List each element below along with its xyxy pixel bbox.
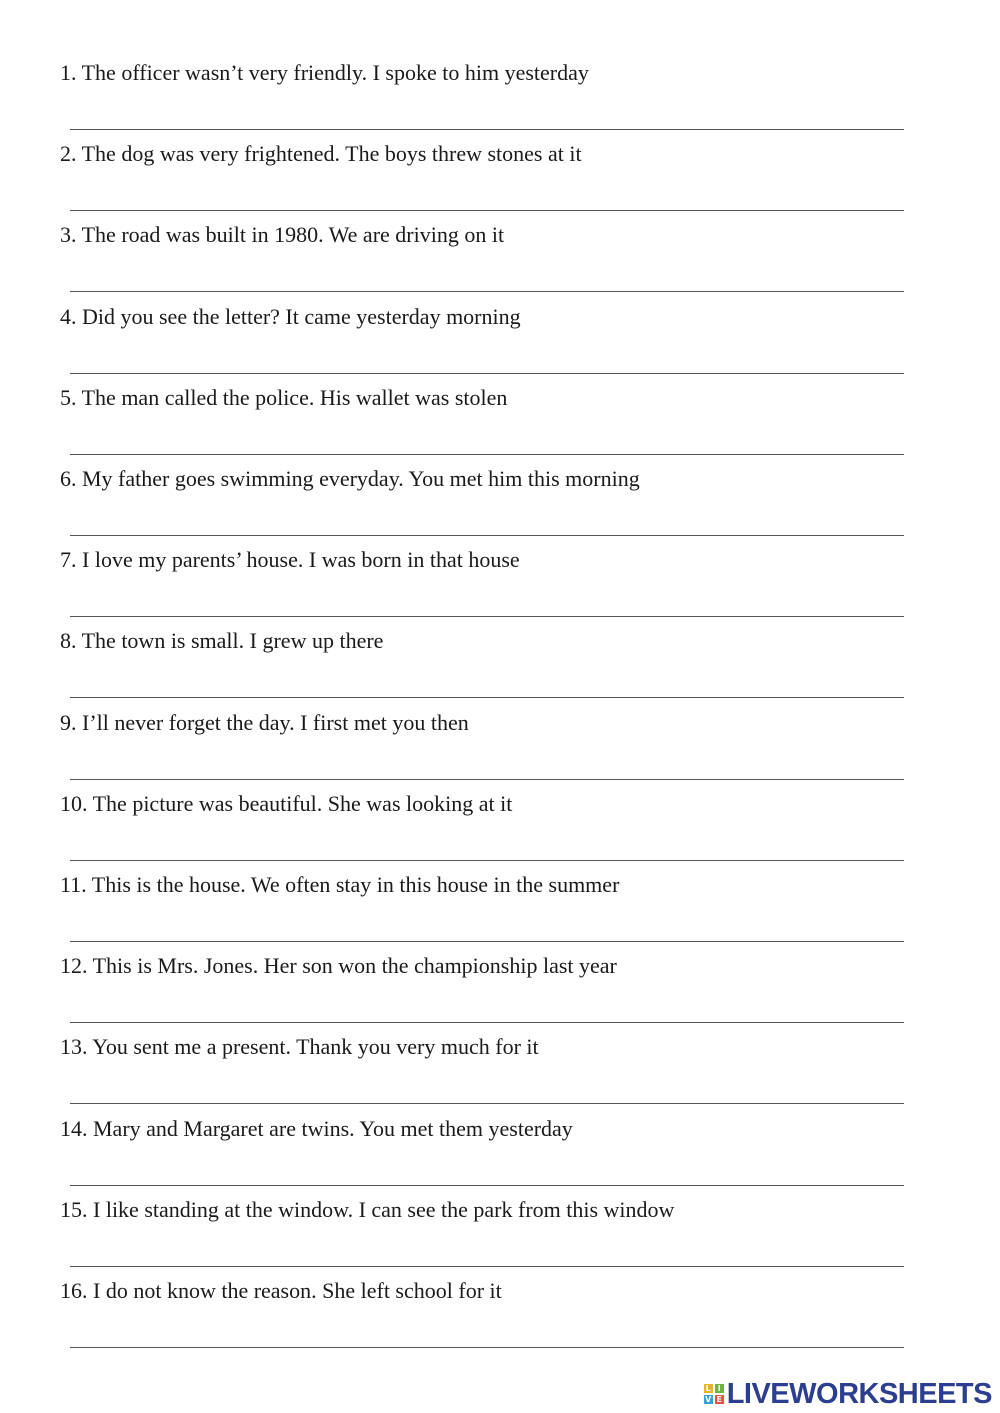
question-text — [60, 140, 582, 168]
question-number: 3. — [60, 222, 77, 248]
answer-input[interactable] — [70, 191, 904, 211]
question-item — [60, 303, 920, 384]
question-item — [60, 59, 920, 140]
answer-input[interactable] — [70, 841, 904, 861]
question-sentence: Did you see the letter? It came yesterday morning — [82, 303, 521, 329]
logo-cell: I — [715, 1384, 724, 1393]
question-text — [60, 303, 521, 331]
question-number: 12. — [60, 953, 88, 979]
question-number: 15. — [60, 1196, 88, 1222]
question-text — [60, 1115, 573, 1143]
question-number: 5. — [60, 384, 77, 410]
question-text — [60, 709, 469, 737]
question-item — [60, 1277, 920, 1358]
question-sentence: I like standing at the window. I can see the park from this window — [93, 1196, 675, 1222]
question-item — [60, 709, 920, 790]
question-sentence: Mary and Margaret are twins. You met them yesterday — [93, 1115, 573, 1141]
question-text — [60, 546, 520, 574]
question-sentence: My father goes swimming everyday. You met him this morning — [82, 466, 640, 491]
question-item — [60, 1115, 920, 1196]
question-sentence: You sent me a present. Thank you very much for it — [92, 1034, 539, 1060]
question-sentence: This is the house. We often stay in this house in the summer — [91, 872, 620, 897]
logo-cell: L — [705, 1384, 711, 1393]
answer-input[interactable] — [70, 110, 904, 130]
question-sentence: The dog was very frightened. The boys threw stones at it — [81, 141, 582, 167]
brand-name: LIVEWORKSHEETS — [726, 1377, 992, 1410]
question-text — [60, 871, 619, 899]
question-number: 14. — [60, 1115, 88, 1141]
question-text — [60, 1277, 502, 1305]
question-item — [60, 1196, 920, 1277]
question-number: 16. — [60, 1278, 88, 1303]
question-item — [60, 1033, 920, 1114]
question-number: 9. — [60, 709, 77, 735]
answer-input[interactable] — [70, 1003, 904, 1023]
question-number: 11. — [60, 872, 87, 897]
question-number: 13. — [60, 1034, 88, 1060]
question-number: 2. — [60, 141, 77, 167]
question-item — [60, 952, 920, 1033]
answer-input[interactable] — [70, 760, 904, 780]
answer-input[interactable] — [70, 435, 904, 455]
question-sentence: This is Mrs. Jones. Her son won the championship last year — [92, 953, 617, 979]
question-text — [60, 952, 617, 980]
answer-input[interactable] — [70, 1084, 904, 1104]
question-item — [60, 221, 920, 302]
question-item — [60, 871, 920, 952]
question-text — [60, 465, 640, 493]
question-sentence: The picture was beautiful. She was looking at it — [92, 790, 513, 816]
question-sentence: The officer wasn’t very friendly. I spoke to him yesterday — [81, 60, 589, 85]
question-sentence: I love my parents’ house. I was born in that house — [82, 547, 520, 573]
question-sentence: The man called the police. His wallet was stolen — [81, 384, 508, 410]
question-sentence: I’ll never forget the day. I first met you then — [82, 709, 469, 735]
question-text — [60, 221, 504, 249]
question-number: 7. — [60, 547, 77, 573]
answer-input[interactable] — [70, 678, 904, 698]
question-number: 4. — [60, 303, 77, 329]
answer-input[interactable] — [70, 922, 904, 942]
liveworksheets-brand — [704, 1379, 992, 1409]
answer-input[interactable] — [70, 1247, 904, 1267]
answer-input[interactable] — [70, 354, 904, 374]
question-text — [60, 627, 383, 655]
liveworksheets-logo-icon — [704, 1384, 724, 1404]
logo-cell: V — [705, 1395, 712, 1404]
question-item — [60, 465, 920, 546]
logo-cell: E — [716, 1395, 722, 1404]
question-text — [60, 1033, 539, 1061]
question-number: 1. — [60, 60, 77, 85]
question-number: 6. — [60, 466, 77, 491]
question-text — [60, 384, 507, 412]
question-text — [60, 1196, 674, 1224]
question-sentence: The road was built in 1980. We are driving on it — [81, 222, 505, 248]
question-item — [60, 627, 920, 708]
answer-input[interactable] — [70, 516, 904, 536]
question-sentence: The town is small. I grew up there — [81, 628, 384, 654]
question-item — [60, 384, 920, 465]
answer-input[interactable] — [70, 1328, 904, 1348]
question-item — [60, 140, 920, 221]
question-sentence: I do not know the reason. She left school for it — [93, 1278, 502, 1303]
question-item — [60, 790, 920, 871]
answer-input[interactable] — [70, 272, 904, 292]
answer-input[interactable] — [70, 1166, 904, 1186]
question-number: 10. — [60, 790, 88, 816]
question-item — [60, 546, 920, 627]
question-number: 8. — [60, 628, 77, 654]
question-text — [60, 59, 589, 87]
question-text — [60, 790, 512, 818]
answer-input[interactable] — [70, 597, 904, 617]
